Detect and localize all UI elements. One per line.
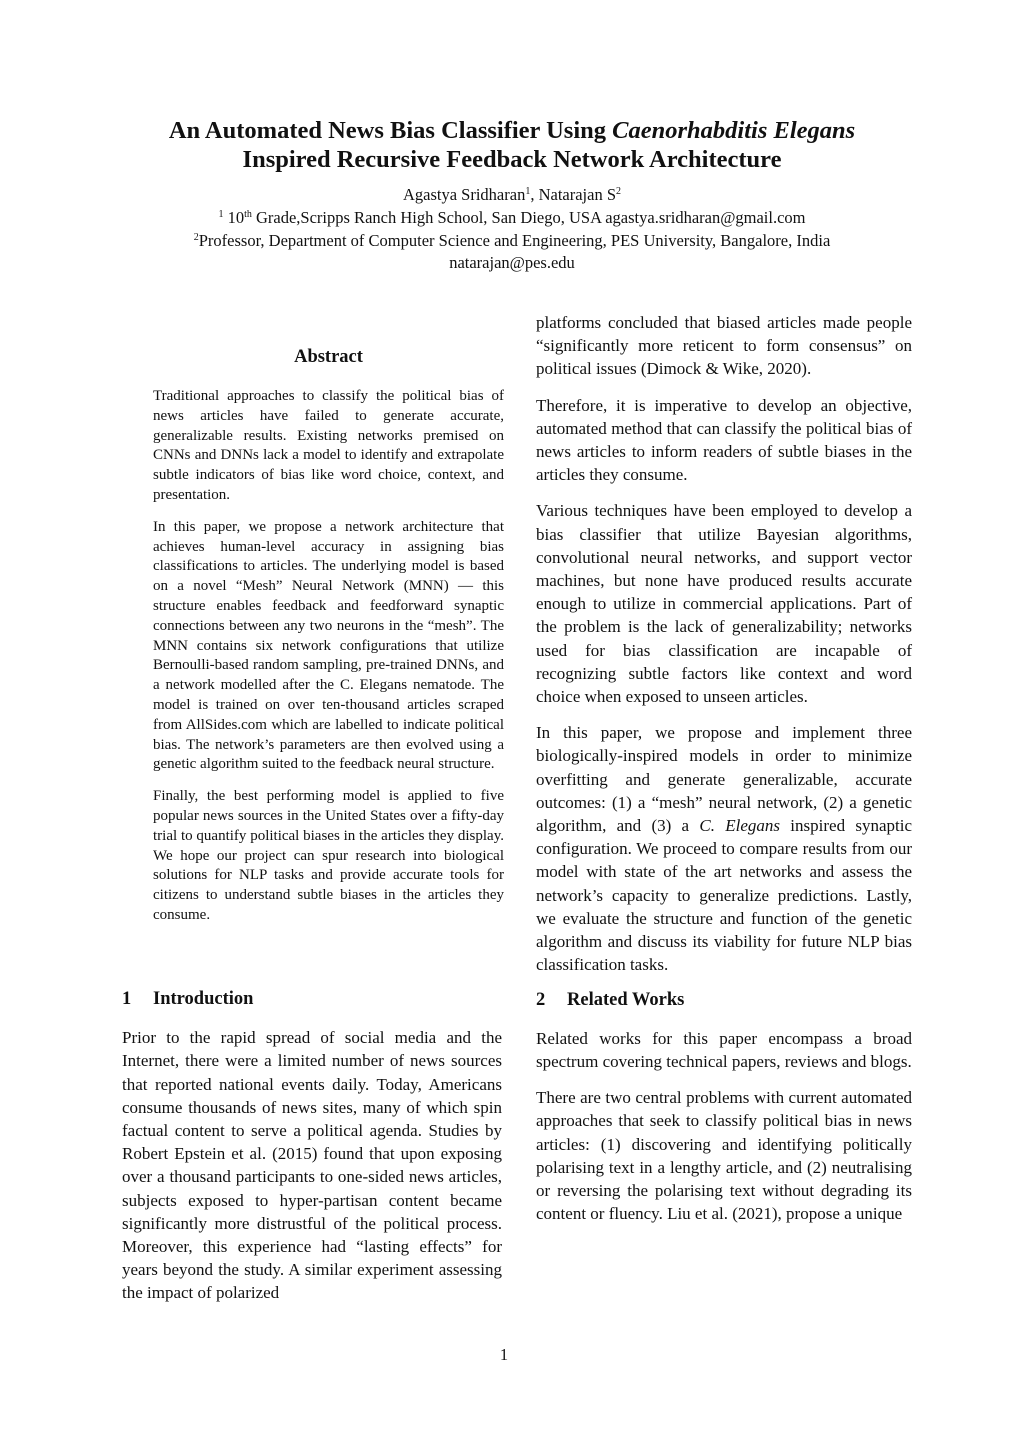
abstract-paragraph: Traditional approaches to classify the political bias of news articles have failed to generate accurate, generalizable results. Existing networks premised on CNNs and DNNs lack a model to identify and extrapolate subtle indicators of bias like word choice, context, and presentation. xyxy=(153,388,504,503)
author-email-2: natarajan@pes.edu xyxy=(449,253,575,273)
body-paragraph: Prior to the rapid spread of social media and the Internet, there were a limited number of news sources that reported national events daily. Today, Americans consume thousands of news sites, many of which spin factual content to serve a political agenda. Studies by Robert Epstein et al. (2015) found that upon exposing over a thousand participants to one-sided news articles, subjects exposed to hyper-partisan content became significantly more distrustful of the political process. Moreover, this experience had “lasting effects” for years beyond the study. A similar experiment assessing the impact of polarized xyxy=(122,1028,502,1303)
body-paragraph: Related works for this paper encompass a broad spectrum covering technical papers, reviews and blogs. xyxy=(536,1028,912,1071)
abstract-body xyxy=(153,387,504,938)
page-number: 1 xyxy=(499,1345,509,1364)
body-paragraph: In this paper, we propose and implement three biologically-inspired models in order to minimize overfitting and generate generalizable, accurate outcomes: (1) a “mesh” neural network, (2) a genetic algorithm, and (3) a C. Elegans inspired synaptic configuration. We proceed to compare results from our model with state of the art networks and assess the network’s capacity to generalize predictions. Lastly, we evaluate the structure and function of the genetic algorithm and discuss its viability for future NLP bias classification tasks. xyxy=(536,723,913,975)
body-paragraph: platforms concluded that biased articles made people “significantly more reticent to form consensus” on political issues (Dimock & Wike, 2020). xyxy=(536,313,912,379)
body-paragraph: There are two central problems with current automated approaches that seek to classify political bias in news articles: (1) discovering and identifying politically polarising text in a lengthy article, and (2) neutralising or reversing the polarising text without degrading its content or fluency. Liu et al. (2021), propose a unique xyxy=(536,1088,912,1224)
abstract-paragraph: Finally, the best performing model is applied to five popular news sources in the United States over a fifty-day trial to quantify political biases in the articles they display. We hope our project can spur research into biological solutions for NLP tasks and provide accurate tools for citizens to understand subtle biases in the articles they consume. xyxy=(153,788,504,923)
abstract-heading: Abstract xyxy=(294,347,363,367)
abstract-paragraph: In this paper, we propose a network architecture that achieves human-level accuracy in assigning bias classifications to articles. The underlying model is based on a novel “Mesh” Neural Network (MNN) — this structure enables feedback and feedforward synaptic connections between any two neurons in the “mesh”. The MNN contains six network configurations that utilize Bernoulli-based random sampling, pre-trained DNNs, and a network modelled after the C. Elegans nematode. The model is trained on over ten-thousand articles scraped from AllSides.com which are labelled to indicate political bias. The network’s parameters are then evolved using a genetic algorithm suited to the feedback neural structure. xyxy=(153,518,504,773)
author-names: Agastya Sridharan$^1$, Natarajan $S^2$ xyxy=(402,185,622,204)
paper-title xyxy=(100,116,924,174)
author-block xyxy=(100,184,924,275)
title-line-2: Inspired Recursive Feedback Network Architecture xyxy=(242,146,782,173)
title-line-1: An Automated News Bias Classifier Using Caenorhabditis Elegans xyxy=(168,117,856,144)
right-column xyxy=(536,311,912,1238)
left-column xyxy=(122,988,502,1318)
section-heading-related-works: 2 Related Works xyxy=(536,990,685,1011)
title-italic: Caenorhabditis Elegans xyxy=(612,117,856,144)
section-heading-introduction: 1 Introduction xyxy=(122,989,254,1009)
affiliation-2: $^2$Professor, Department of Computer Science and Engineering, PES University, Bangalore, India xyxy=(193,230,831,250)
body-paragraph: Therefore, it is imperative to develop an objective, automated method that can classify the political bias of news articles to inform readers of subtle biases in the articles they consume. xyxy=(536,395,912,485)
affiliation-1: $^1$ 10th Grade,Scripps Ranch High School, San Diego, USA agastya.sridharan@gmail.com xyxy=(218,207,806,227)
body-paragraph: Various techniques have been employed to develop a bias classifier that utilize Bayesian algorithms, convolutional neural networks, and support vector machines, but none have produced results accurate enough to utilize in commercial applications. Part of the problem is the lack of generalizability; networks used for bias classification are incapable of recognizing subtle factors like context and word choice when exposed to unseen articles. xyxy=(536,501,912,707)
